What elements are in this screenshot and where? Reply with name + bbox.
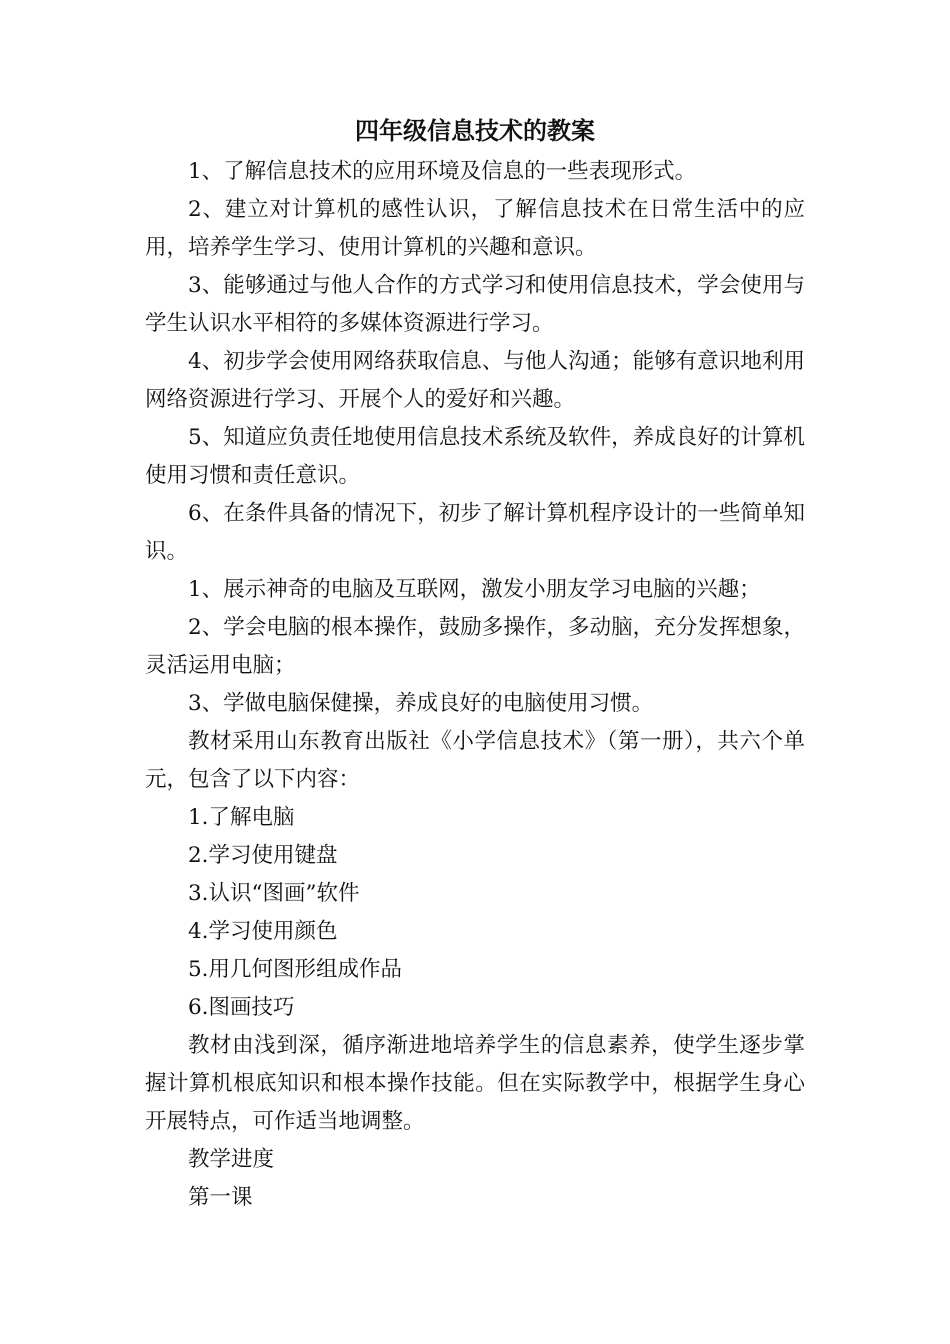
document-title: 四年级信息技术的教案 xyxy=(355,116,595,145)
paragraph-objective-1: 1、了解信息技术的应用环境及信息的一些表现形式。 xyxy=(188,159,697,184)
paragraph-objective-2: 2、建立对计算机的感性认识，了解信息技术在日常生活中的应用，培养学生学习、使用计算机的兴趣和意识。 xyxy=(145,197,805,260)
paragraph-goal-2: 2、学会电脑的根本操作，鼓励多操作，多动脑，充分发挥想象，灵活运用电脑； xyxy=(145,615,805,678)
paragraph-textbook-summary: 教材由浅到深，循序渐进地培养学生的信息素养，使学生逐步掌握计算机根底知识和根本操作技能。但在实际教学中，根据学生身心开展特点，可作适当地调整。 xyxy=(145,1033,805,1134)
paragraph-goal-3: 3、学做电脑保健操，养成良好的电脑使用习惯。 xyxy=(188,691,654,716)
section-heading-schedule: 教学进度 xyxy=(188,1147,275,1172)
list-item-unit-6: 6.图画技巧 xyxy=(188,995,295,1020)
paragraph-goal-1: 1、展示神奇的电脑及互联网，激发小朋友学习电脑的兴趣； xyxy=(188,577,761,602)
list-item-unit-3: 3.认识“图画”软件 xyxy=(188,881,360,906)
paragraph-objective-3: 3、能够通过与他人合作的方式学习和使用信息技术，学会使用与学生认识水平相符的多媒体资源进行学习。 xyxy=(145,273,805,336)
list-item-unit-5: 5.用几何图形组成作品 xyxy=(188,957,403,982)
paragraph-objective-4: 4、初步学会使用网络获取信息、与他人沟通；能够有意识地利用网络资源进行学习、开展个人的爱好和兴趣。 xyxy=(145,349,805,412)
paragraph-objective-5: 5、知道应负责任地使用信息技术系统及软件，养成良好的计算机使用习惯和责任意识。 xyxy=(145,425,805,488)
paragraph-textbook-intro: 教材采用山东教育出版社《小学信息技术》（第一册），共六个单元，包含了以下内容： xyxy=(145,729,805,792)
document-body xyxy=(145,153,805,1217)
list-item-unit-1: 1.了解电脑 xyxy=(188,805,295,830)
list-item-unit-4: 4.学习使用颜色 xyxy=(188,919,338,944)
section-heading-lesson-1: 第一课 xyxy=(188,1185,253,1210)
list-item-unit-2: 2.学习使用键盘 xyxy=(188,843,338,868)
paragraph-objective-6: 6、在条件具备的情况下，初步了解计算机程序设计的一些简单知识。 xyxy=(145,501,805,564)
